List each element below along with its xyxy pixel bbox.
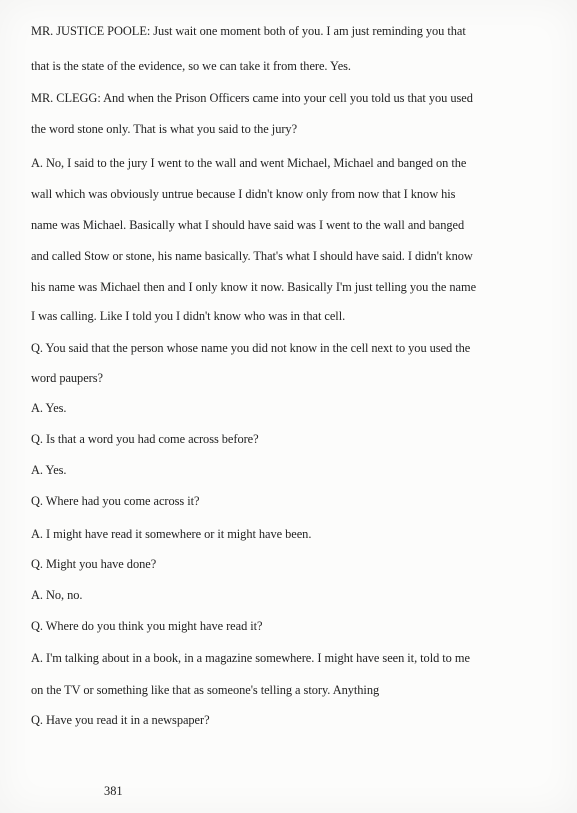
transcript-line: A. No, I said to the jury I went to the wall and went Michael, Michael and banged on the xyxy=(31,156,467,170)
transcript-line: A. I'm talking about in a book, in a magazine somewhere. I might have seen it, told to me xyxy=(31,651,470,665)
page-number: 381 xyxy=(104,784,123,798)
transcript-line: A. I might have read it somewhere or it might have been. xyxy=(31,527,312,541)
transcript-line: on the TV or something like that as someone's telling a story. Anything xyxy=(31,683,380,697)
transcript-line: Q. Is that a word you had come across before? xyxy=(31,432,259,446)
transcript-line: I was calling. Like I told you I didn't know who was in that cell. xyxy=(31,309,346,323)
transcript-line: his name was Michael then and I only know it now. Basically I'm just telling you the name xyxy=(31,280,477,294)
transcript-line: A. Yes. xyxy=(31,463,67,477)
transcript-line: MR. JUSTICE POOLE: Just wait one moment both of you. I am just reminding you that xyxy=(31,24,466,38)
transcript-line: the word stone only. That is what you said to the jury? xyxy=(31,122,298,136)
transcript-line: and called Stow or stone, his name basically. That's what I should have said. I didn't know xyxy=(31,249,473,263)
transcript-line: Q. Where do you think you might have read it? xyxy=(31,619,263,633)
transcript-line: Q. Where had you come across it? xyxy=(31,494,200,508)
transcript-line: Q. You said that the person whose name you did not know in the cell next to you used the xyxy=(31,341,471,355)
transcript-line: wall which was obviously untrue because I didn't know only from now that I know his xyxy=(31,187,456,201)
transcript-line: Q. Might you have done? xyxy=(31,557,157,571)
transcript-line: name was Michael. Basically what I should have said was I went to the wall and banged xyxy=(31,218,465,232)
transcript-line: Q. Have you read it in a newspaper? xyxy=(31,713,210,727)
transcript-line: MR. CLEGG: And when the Prison Officers came into your cell you told us that you used xyxy=(31,91,473,105)
transcript-line: A. No, no. xyxy=(31,588,83,602)
transcript-line: A. Yes. xyxy=(31,401,67,415)
transcript-line: word paupers? xyxy=(31,371,103,385)
transcript-line: that is the state of the evidence, so we can take it from there. Yes. xyxy=(31,59,351,73)
